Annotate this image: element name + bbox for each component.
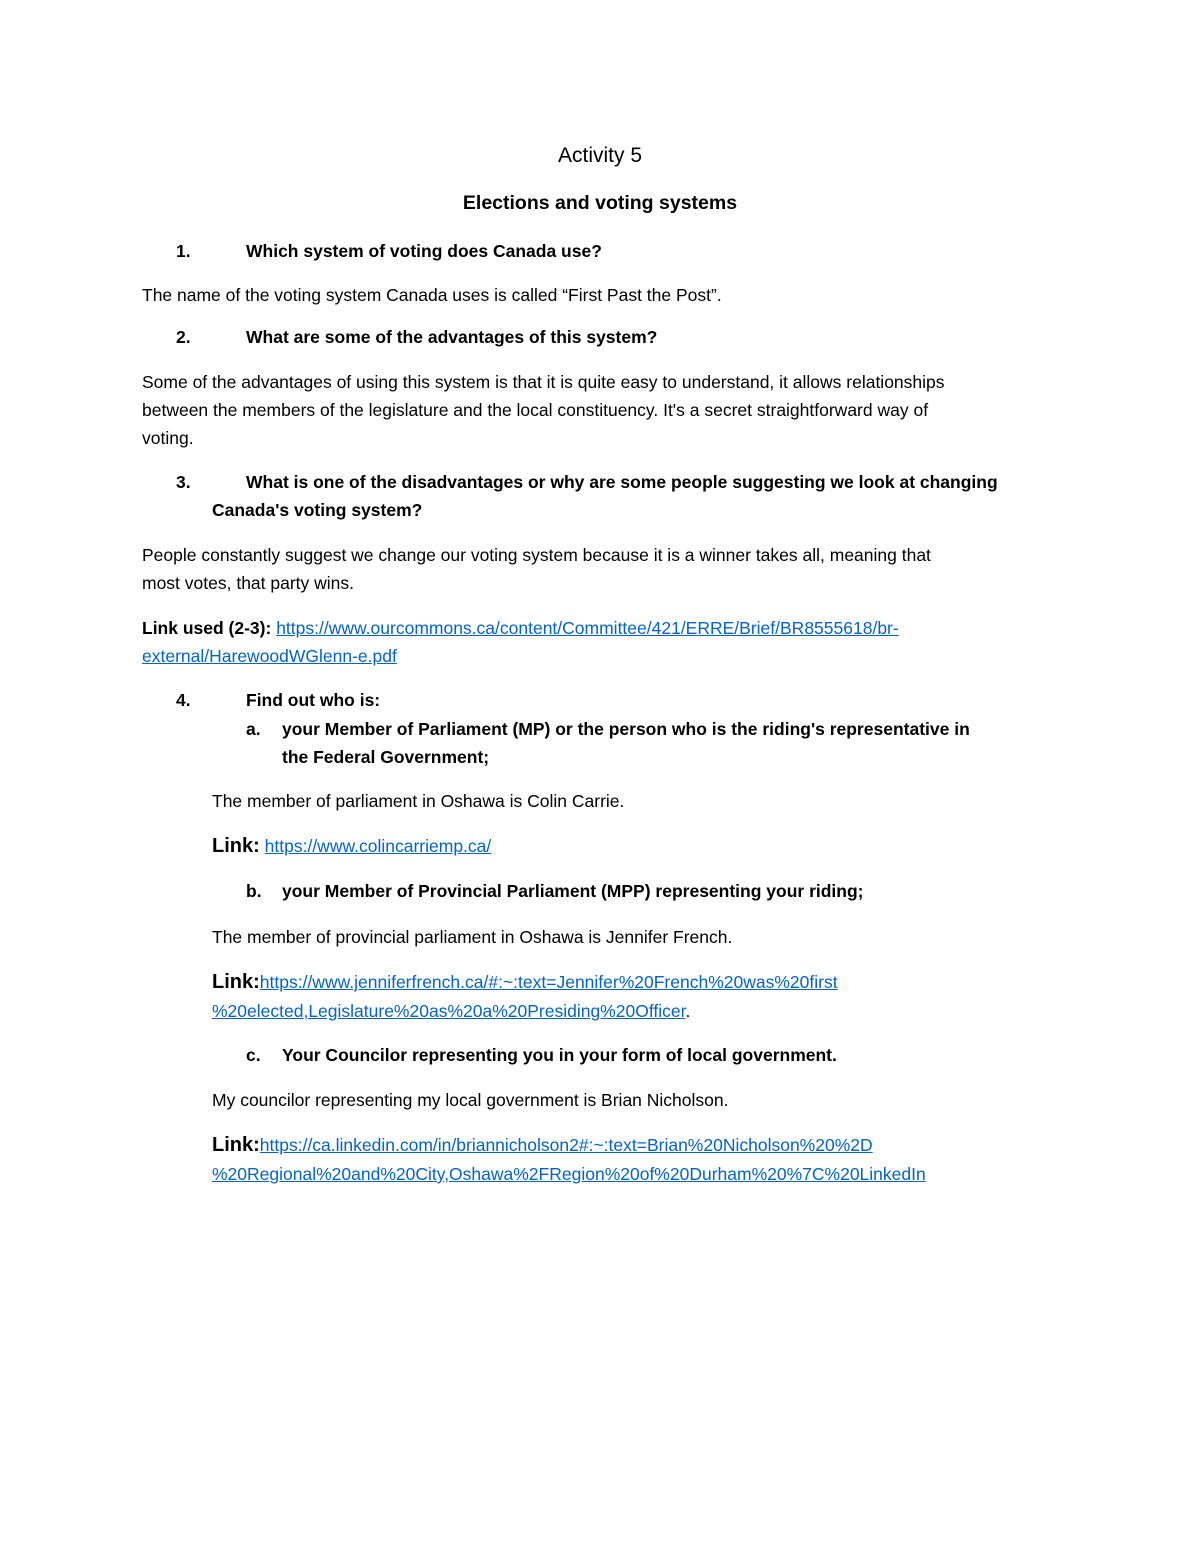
question-4c	[246, 1041, 837, 1069]
question-4a-cont: the Federal Government;	[282, 747, 490, 767]
answer-3-line: People constantly suggest we change our voting system because it is a winner takes all, meaning that	[142, 545, 931, 565]
jennifer-french-link-cont[interactable]: %20elected,Legislature%20as%20a%20Presiding%20Officer	[212, 1001, 686, 1021]
question-text: Which system of voting does Canada use?	[246, 241, 602, 261]
sub-question-letter: a.	[246, 719, 261, 739]
question-4a	[246, 715, 970, 743]
sub-question-letter: b.	[246, 881, 262, 901]
link-label: Link:	[212, 1134, 260, 1156]
answer-4a: The member of parliament in Oshawa is Colin Carrie.	[212, 791, 625, 811]
question-number: 1.	[176, 241, 191, 261]
brian-nicholson-link-cont[interactable]: %20Regional%20and%20City,Oshawa%2FRegion%20of%20Durham%20%7C%20LinkedIn	[212, 1164, 926, 1184]
question-number: 2.	[176, 327, 191, 347]
question-4	[176, 686, 380, 714]
link-4c-row	[212, 1131, 873, 1159]
question-4b	[246, 877, 864, 905]
ourcommons-link[interactable]: https://www.ourcommons.ca/content/Committee/421/ERRE/Brief/BR8555618/br-	[276, 618, 899, 638]
sub-question-text: your Member of Parliament (MP) or the person who is the riding's representative in	[282, 719, 970, 739]
link-label: Link:	[212, 971, 260, 993]
answer-2-line: voting.	[142, 428, 194, 448]
question-3-cont: Canada's voting system?	[212, 500, 423, 520]
question-2	[176, 323, 657, 351]
question-text: What are some of the advantages of this system?	[246, 327, 658, 347]
page-title: Activity 5	[557, 144, 643, 167]
colin-carrie-link[interactable]: https://www.colincarriemp.ca/	[264, 836, 492, 856]
question-1	[176, 237, 602, 265]
link-used-row-cont	[142, 642, 397, 670]
question-text: What is one of the disadvantages or why are some people suggesting we look at changing	[246, 472, 998, 492]
trailing-period: .	[685, 1001, 691, 1021]
sub-question-text: your Member of Provincial Parliament (MPP) representing your riding;	[282, 881, 864, 901]
brian-nicholson-link[interactable]: https://ca.linkedin.com/in/briannicholson2#:~:text=Brian%20Nicholson%20%2D	[259, 1135, 873, 1155]
question-number: 4.	[176, 690, 191, 710]
link-label: Link:	[212, 835, 260, 857]
link-4b-row	[212, 968, 838, 996]
answer-1: The name of the voting system Canada uses is called “First Past the Post”.	[142, 285, 722, 305]
question-text: Find out who is:	[246, 690, 381, 710]
answer-2-line: between the members of the legislature and the local constituency. It's a secret straightforward way of	[142, 400, 929, 420]
page-subtitle: Elections and voting systems	[462, 192, 738, 214]
link-4b-row-cont	[212, 997, 690, 1025]
link-used-label: Link used (2-3):	[142, 618, 272, 638]
link-used-row	[142, 614, 899, 642]
question-3	[176, 468, 998, 496]
jennifer-french-link[interactable]: https://www.jenniferfrench.ca/#:~:text=Jennifer%20French%20was%20first	[259, 972, 838, 992]
answer-4c: My councilor representing my local government is Brian Nicholson.	[212, 1090, 729, 1110]
answer-4b: The member of provincial parliament in Oshawa is Jennifer French.	[212, 927, 733, 947]
sub-question-letter: c.	[246, 1045, 261, 1065]
link-4c-row-cont	[212, 1160, 926, 1188]
question-number: 3.	[176, 472, 191, 492]
sub-question-text: Your Councilor representing you in your form of local government.	[282, 1045, 837, 1065]
answer-2-line: Some of the advantages of using this system is that it is quite easy to understand, it allows relationships	[142, 372, 945, 392]
ourcommons-link-cont[interactable]: external/HarewoodWGlenn-e.pdf	[142, 646, 397, 666]
answer-3-line: most votes, that party wins.	[142, 573, 355, 593]
link-4a-row	[212, 832, 491, 860]
